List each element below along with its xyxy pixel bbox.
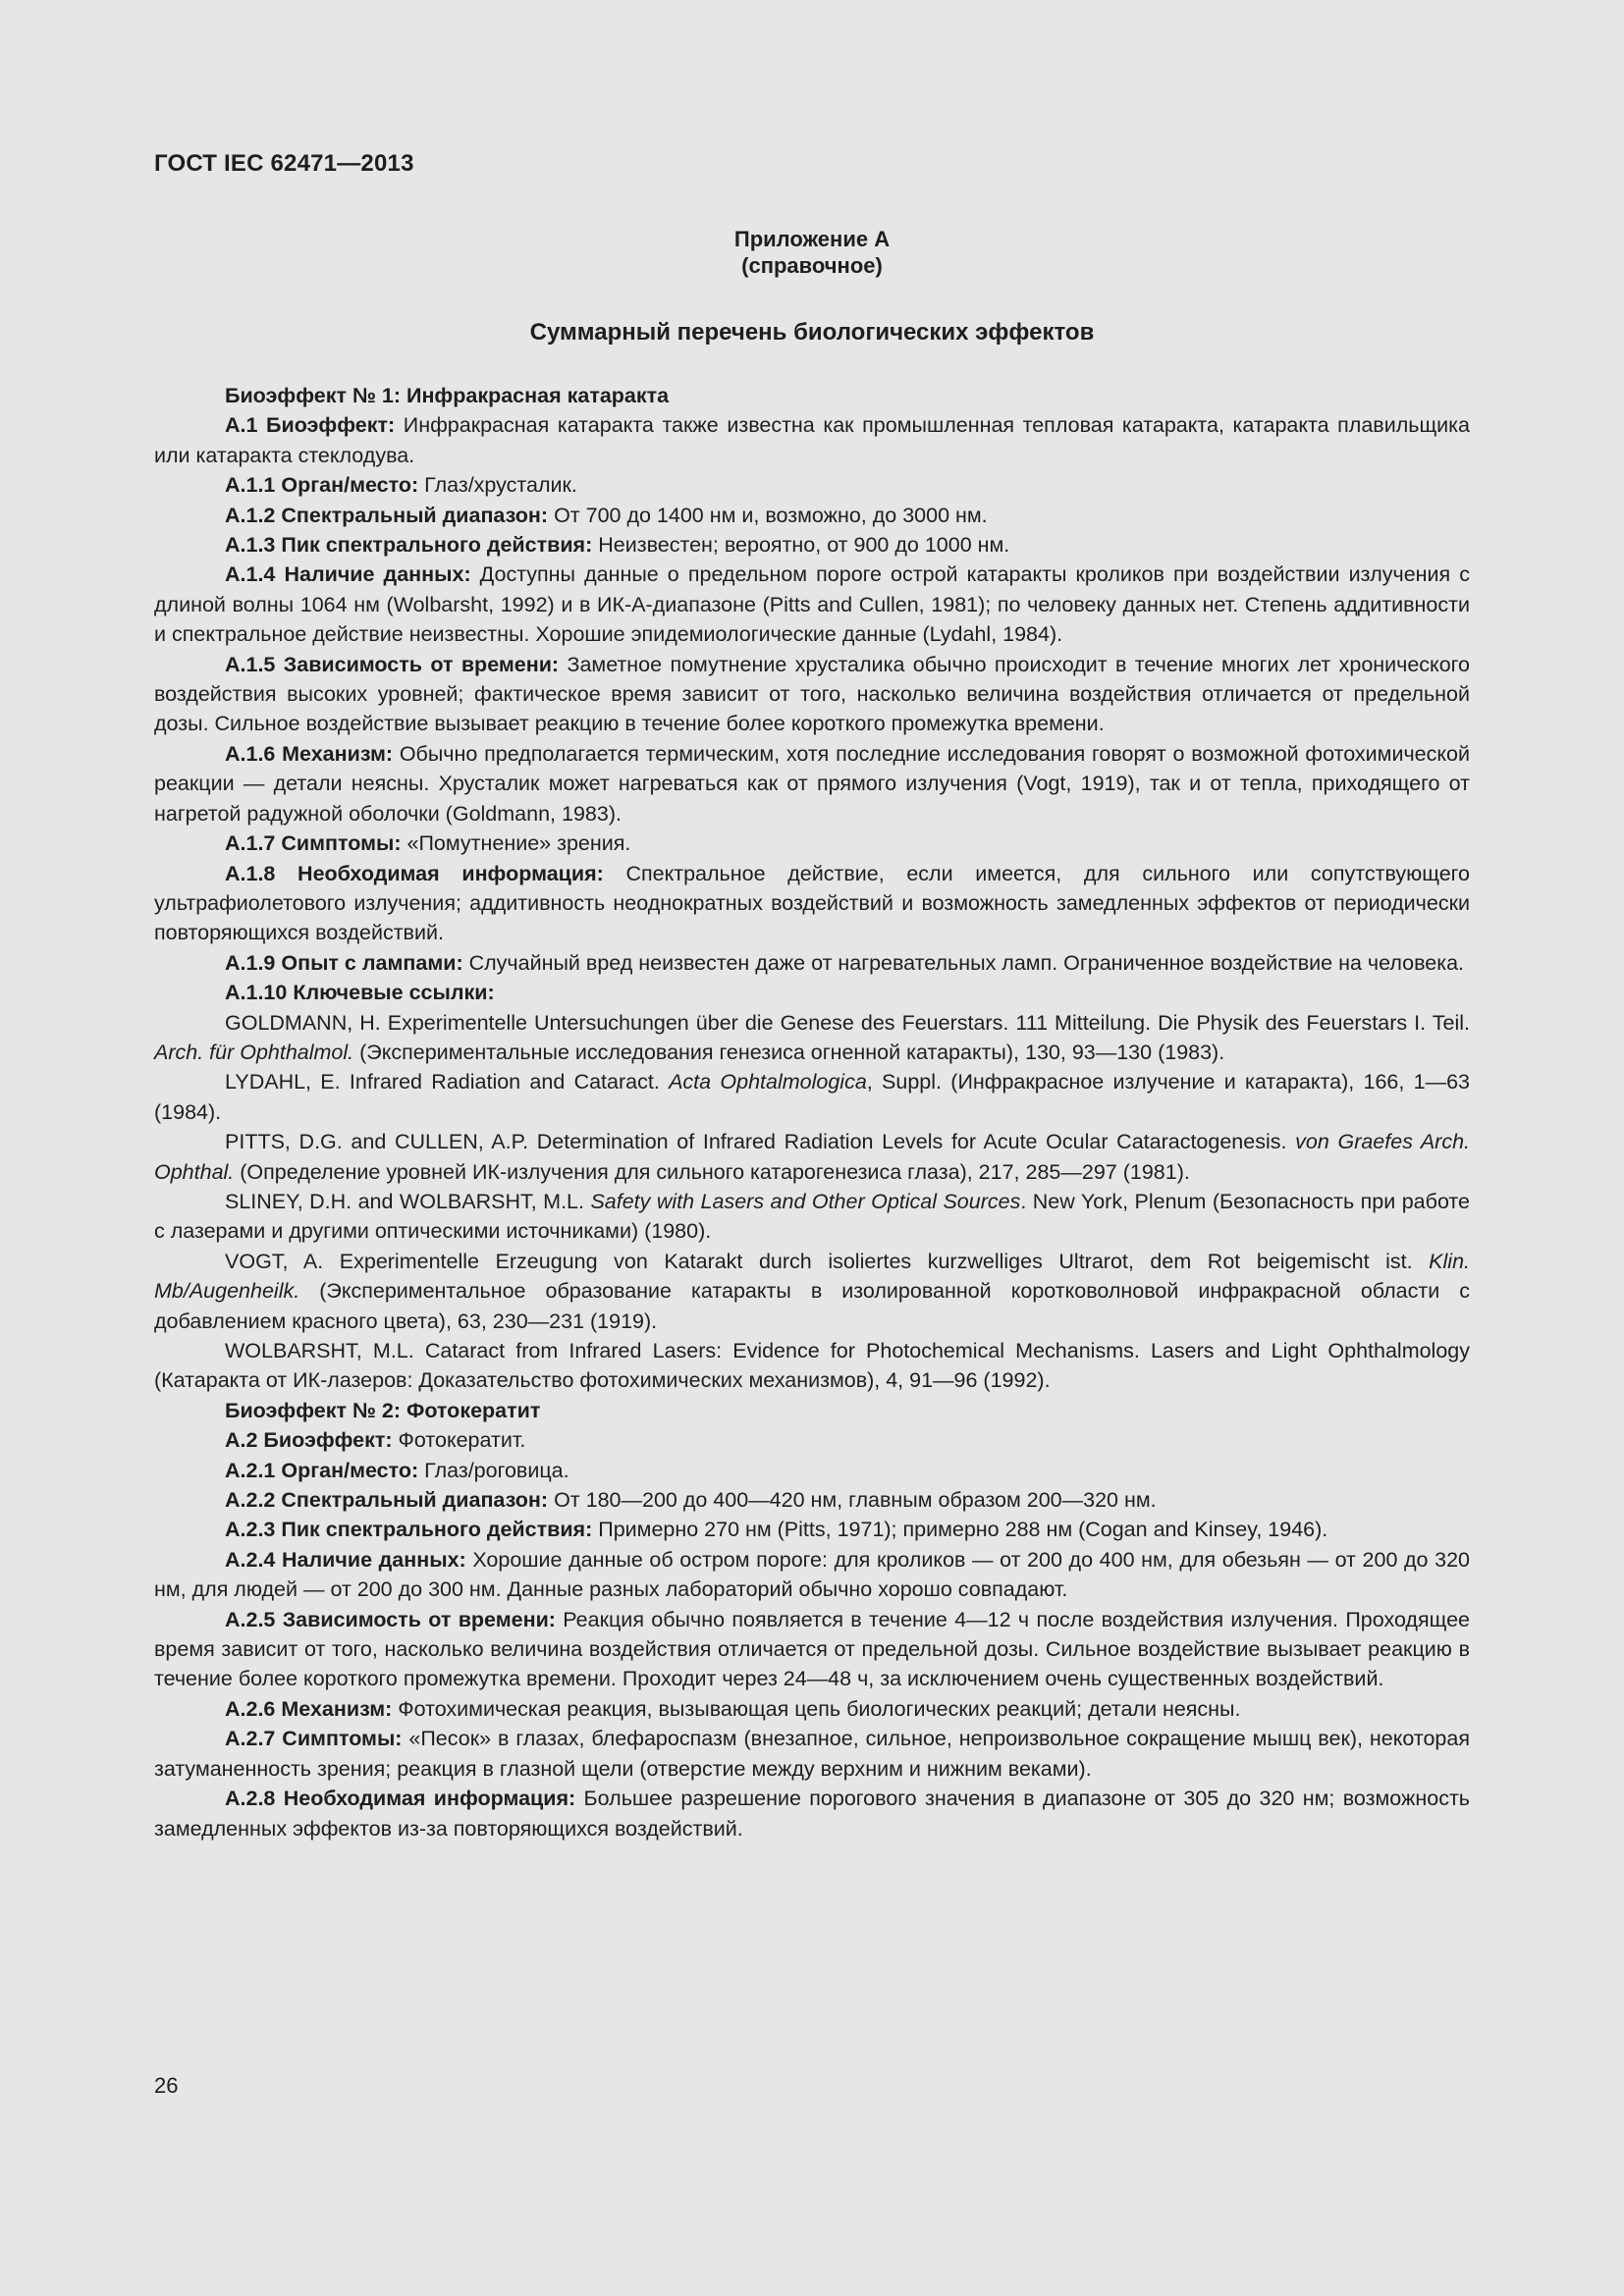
clause bbox=[154, 1724, 1470, 1784]
clause-text: Глаз/роговица. bbox=[418, 1458, 569, 1482]
clause-text: Большее разрешение порогового значения в диапазоне от 305 до 320 нм; возможность замедленных эффектов из-за повторяющихся воздействий. bbox=[154, 1787, 1471, 1841]
clause-lead: А.1.2 Спектральный диапазон: bbox=[225, 503, 549, 527]
clause-lead: А.1.1 Орган/место: bbox=[225, 473, 419, 498]
annex-heading bbox=[0, 226, 1624, 279]
clause bbox=[154, 1605, 1470, 1694]
clause bbox=[154, 1425, 1470, 1455]
clause bbox=[154, 501, 1470, 530]
clause-text: «Помутнение» зрения. bbox=[401, 831, 631, 856]
clause-text: Заметное помутнение хрусталика обычно происходит в течение многих лет хронического воздействия высоких уровней; фактическое время зависит от того, насколько величина воздействия отличается от предельной дозы. Сильное воздействие вызывает реакцию в течение более короткого промежутка времени. bbox=[154, 652, 1470, 736]
reference-text: SLINEY, D.H. and WOLBARSHT, M.L. bbox=[225, 1189, 591, 1213]
reference-text: VOGT, A. Experimentelle Erzeugung von Katarakt durch isoliertes kurzwelliges Ultrarot, dem Rot beigemischt ist. bbox=[225, 1249, 1430, 1273]
reference-text: GOLDMANN, H. Experimentelle Untersuchungen über die Genese des Feuerstars. 111 Mitteilung. Die Physik des Feuerstars I. Teil. bbox=[225, 1010, 1470, 1035]
reference-entry bbox=[154, 1127, 1470, 1187]
clause-text: Примерно 270 нм (Pitts, 1971); примерно 288 нм (Cogan and Kinsey, 1946). bbox=[592, 1518, 1328, 1542]
clause bbox=[154, 739, 1470, 828]
clause bbox=[154, 650, 1470, 739]
clause-text: От 700 до 1400 нм и, возможно, до 3000 нм. bbox=[548, 503, 988, 527]
reference-text: (Определение уровней ИК-излучения для сильного катарогенезиса глаза), 217, 285—297 (1981). bbox=[234, 1159, 1190, 1184]
reference-journal: Safety with Lasers and Other Optical Sources bbox=[590, 1189, 1021, 1213]
effect-heading: Биоэффект № 2: Фотокератит bbox=[225, 1398, 541, 1422]
clause-lead: А.1.7 Симптомы: bbox=[225, 831, 402, 856]
clause-lead: А.1.10 Ключевые ссылки: bbox=[225, 981, 495, 1005]
clause bbox=[154, 470, 1470, 500]
reference-text: . New York, Plenum (Безопасность при работе с лазерами и другими оптическими источниками) (1980). bbox=[154, 1189, 1470, 1244]
clause bbox=[154, 1456, 1470, 1485]
clause-text: От 180—200 до 400—420 нм, главным образом 200—320 нм. bbox=[548, 1488, 1157, 1513]
clause-lead: А.1.5 Зависимость от времени: bbox=[225, 652, 560, 676]
clause-lead: А.1.3 Пик спектрального действия: bbox=[225, 533, 593, 558]
reference-entry bbox=[154, 1067, 1470, 1127]
clause bbox=[154, 978, 1470, 1007]
clause-lead: А.1.6 Механизм: bbox=[225, 741, 394, 766]
clause-lead: А.1.9 Опыт с лампами: bbox=[225, 950, 463, 975]
clause-lead: А.2.7 Симптомы: bbox=[225, 1727, 403, 1751]
effect-heading: Биоэффект № 1: Инфракрасная катаракта bbox=[225, 384, 670, 407]
clause-text: Доступны данные о предельном пороге острой катаракты кроликов при воздействии излучения с длиной волны 1064 нм (Wolbarsht, 1992) и в ИК-А-диапазоне (Pitts and Cullen, 1981); по человеку данных нет. Степень аддитивности и спектральное действие неизвестны. Хорошие эпидемиологические данные (Lydahl, 1984). bbox=[154, 562, 1470, 647]
clause bbox=[154, 828, 1470, 858]
clause bbox=[154, 1784, 1470, 1843]
clause-text: Спектральное действие, если имеется, для сильного или сопутствующего ультрафиолетового излучения; аддитивность неоднократных воздействий и возможность замедленных эффектов от периодически повторяющихся воздействий. bbox=[154, 861, 1471, 945]
reference-text: (Экспериментальные исследования генезиса огненной катаракты), 130, 93—130 (1983). bbox=[353, 1040, 1225, 1064]
reference-text: LYDAHL, E. Infrared Radiation and Cataract. bbox=[225, 1070, 670, 1095]
clause-lead: А.1.4 Наличие данных: bbox=[225, 562, 471, 587]
clause-text: Инфракрасная катаракта также известна как промышленная тепловая катаракта, катаракта плавильщика или катаракта стеклодува. bbox=[154, 413, 1471, 467]
clause bbox=[154, 530, 1470, 560]
document-body bbox=[154, 381, 1470, 1843]
reference-text: , Suppl. (Инфракрасное излучение и катаракта), 166, 1—63 (1984). bbox=[154, 1070, 1471, 1124]
clause-text: «Песок» в глазах, блефароспазм (внезапное, сильное, непроизвольное сокращение мышц век), некоторая затуманенность зрения; реакция в глазной щели (отверстие между верхним и нижним веками). bbox=[154, 1727, 1470, 1781]
clause-lead: А.2.5 Зависимость от времени: bbox=[225, 1607, 556, 1631]
clause-text: Обычно предполагается термическим, хотя последние исследования говорят о возможной фотохимической реакции — детали неясны. Хрусталик может нагреваться как от прямого излучения (Vogt, 1919), так и от тепла, приходящего от нагретой радужной оболочки (Goldmann, 1983). bbox=[154, 741, 1470, 826]
clause bbox=[154, 1515, 1470, 1544]
annex-subtitle: (справочное) bbox=[741, 253, 883, 278]
clause-lead: А.1 Биоэффект: bbox=[225, 413, 396, 438]
reference-text: WOLBARSHT, M.L. Cataract from Infrared Lasers: Evidence for Photochemical Mechanisms. Lasers and Light Ophthalmology (Катаракта от ИК-лазеров: Доказательство фотохимических механизмов), 4, 91—96 (1992). bbox=[154, 1339, 1470, 1393]
reference-text: PITTS, D.G. and CULLEN, A.P. Determination of Infrared Radiation Levels for Acute Ocular Cataractogenesis. bbox=[225, 1130, 1296, 1154]
reference-entry bbox=[154, 1187, 1470, 1247]
reference-text: (Экспериментальное образование катаракты в изолированной коротковолновой инфракрасной области с добавлением красного цвета), 63, 230—231 (1919). bbox=[154, 1279, 1470, 1333]
clause-lead: А.2.6 Механизм: bbox=[225, 1696, 393, 1721]
clause bbox=[154, 1694, 1470, 1724]
page-number: 26 bbox=[154, 2073, 179, 2098]
clause-text: Реакция обычно появляется в течение 4—12 ч после воздействия излучения. Проходящее время зависит от того, насколько величина воздействия отличается от предельной дозы. Сильное воздействие вызывает реакцию в течение более короткого промежутка времени. Проходит через 24—48 ч, за исключением очень существенных воздействий. bbox=[154, 1607, 1470, 1691]
reference-journal: Acta Ophtalmologica bbox=[669, 1070, 867, 1095]
clause bbox=[154, 948, 1470, 978]
clause-lead: А.2.4 Наличие данных: bbox=[225, 1547, 466, 1572]
reference-journal: Klin. Mb/Augenheilk. bbox=[154, 1249, 1470, 1304]
reference-entry bbox=[154, 1247, 1470, 1336]
document-header: ГОСТ IEC 62471—2013 bbox=[154, 150, 414, 177]
clause-lead: А.2.2 Спектральный диапазон: bbox=[225, 1488, 549, 1513]
clause bbox=[154, 560, 1470, 649]
clause bbox=[154, 410, 1470, 470]
reference-entry bbox=[154, 1336, 1470, 1396]
clause-text: Хорошие данные об остром пороге: для кроликов — от 200 до 400 нм, для обезьян — от 200 до 320 нм, для людей — от 200 до 300 нм. Данные разных лабораторий обычно хорошо совпадают. bbox=[154, 1547, 1471, 1602]
clause-text: Глаз/хрусталик. bbox=[418, 473, 577, 498]
reference-journal: von Graefes Arch. Ophthal. bbox=[154, 1130, 1470, 1184]
clause-text: Случайный вред неизвестен даже от нагревательных ламп. Ограниченное воздействие на человека. bbox=[462, 950, 1465, 975]
clause-lead: А.2.1 Орган/место: bbox=[225, 1458, 419, 1482]
section-title: Суммарный перечень биологических эффектов bbox=[529, 319, 1095, 346]
clause-text: Фотохимическая реакция, вызывающая цепь биологических реакций; детали неясны. bbox=[392, 1696, 1241, 1721]
clause-lead: А.1.8 Необходимая информация: bbox=[225, 861, 604, 885]
reference-entry bbox=[154, 1008, 1470, 1068]
reference-journal: Arch. für Ophthalmol. bbox=[154, 1040, 354, 1064]
clause bbox=[154, 1545, 1470, 1605]
clause bbox=[154, 859, 1470, 948]
clause-lead: А.2.3 Пик спектрального действия: bbox=[225, 1518, 593, 1542]
clause-lead: А.2 Биоэффект: bbox=[225, 1428, 393, 1453]
clause bbox=[154, 1485, 1470, 1515]
clause-text: Фотокератит. bbox=[392, 1428, 526, 1453]
clause-lead: А.2.8 Необходимая информация: bbox=[225, 1787, 576, 1811]
annex-title: Приложение А bbox=[733, 227, 891, 251]
clause-text: Неизвестен; вероятно, от 900 до 1000 нм. bbox=[592, 533, 1010, 558]
